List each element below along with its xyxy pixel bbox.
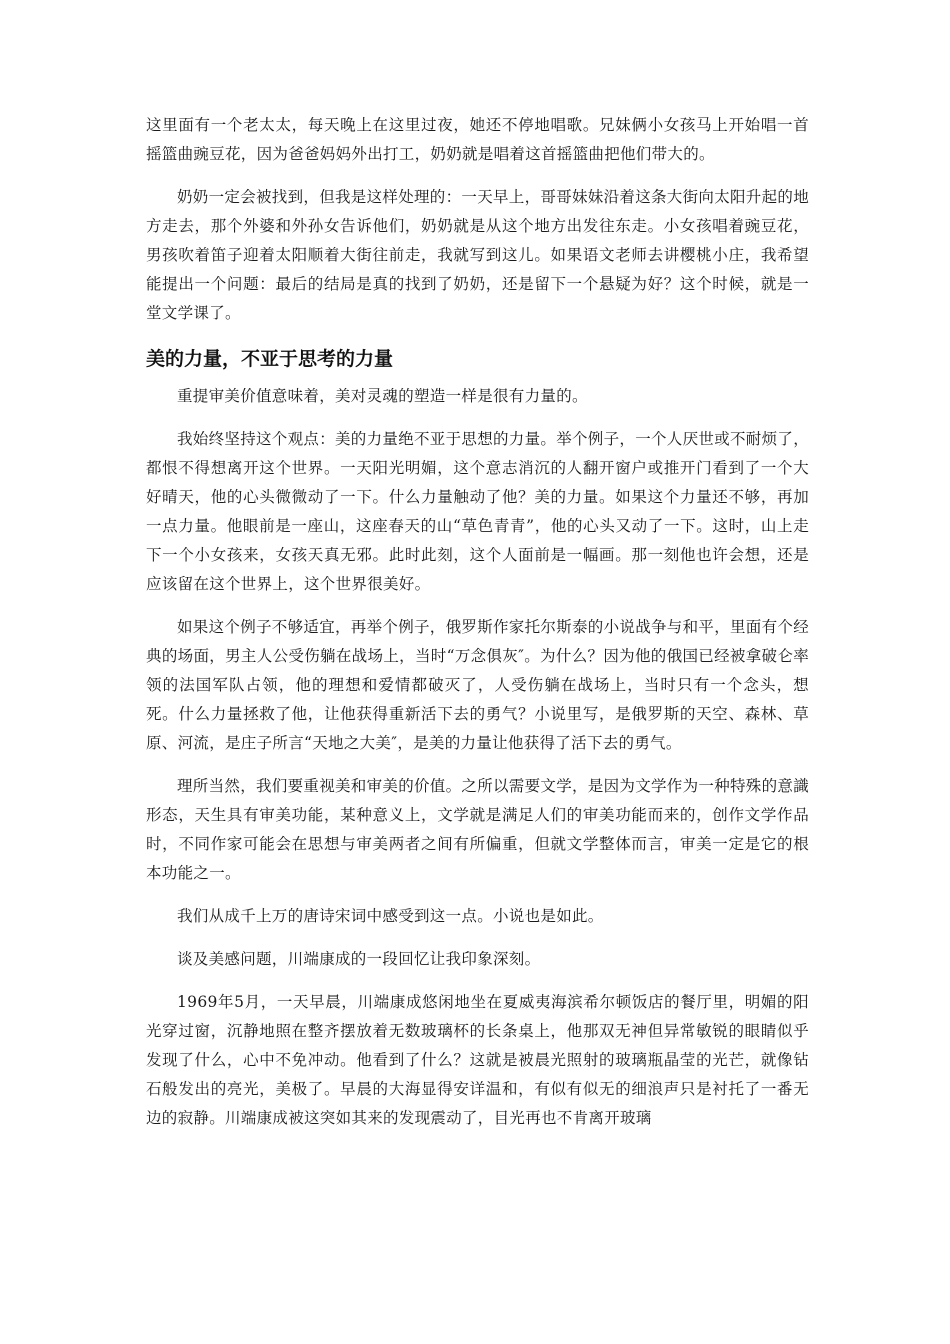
paragraph: 我始终坚持这个观点：美的力量绝不亚于思想的力量。举个例子，一个人厌世或不耐烦了，都恨不得想离开这个世界。一天阳光明媚，这个意志消沉的人翻开窗户或推开门看到了一个大好晴天，他的心头微微动了一下。什么力量触动了他？美的力量。如果这个力量还不够，再加一点力量。他眼前是一座山，这座春天的山“草色青青”，他的心头又动了一下。这时，山上走下一个小女孩来，女孩天真无邪。此时此刻，这个人面前是一幅画。那一刻他也许会想，还是应该留在这个世界上，这个世界很美好。 (146, 430, 810, 593)
paragraph: 这里面有一个老太太，每天晚上在这里过夜，她还不停地唱歌。兄妹俩小女孩马上开始唱一首摇篮曲豌豆花，因为爸爸妈妈外出打工，奶奶就是唱着这首摇篮曲把他们带大的。 (146, 116, 809, 163)
paragraph: 如果这个例子不够适宜，再举个例子，俄罗斯作家托尔斯泰的小说战争与和平，里面有个经典的场面，男主人公受伤躺在战场上，当时“万念俱灰″。为什么？因为他的俄国已经被拿破仑率领的法国军队占领，他的理想和爱情都破灭了，人受伤躺在战场上，当时只有一个念头，想死。什么力量拯救了他，让他获得重新活下去的勇气？小说里写，是俄罗斯的天空、森林、草原、河流，是庄子所言“天地之大美″，是美的力量让他获得了活下去的勇气。 (146, 618, 810, 752)
paragraph: 奶奶一定会被找到，但我是这样处理的：一天早上，哥哥妹妹沿着这条大街向太阳升起的地方走去，那个外婆和外孙女告诉他们，奶奶就是从这个地方出发往东走。小女孩唱着豌豆花，男孩吹着笛子迎着太阳顺着大街往前走，我就写到这儿。如果语文老师去讲樱桃小庄，我希望能提出一个问题：最后的结局是真的找到了奶奶，还是留下一个悬疑为好？这个时候，就是一堂文学课了。 (146, 188, 810, 322)
paragraph: 重提审美价值意味着，美对灵魂的塑造一样是很有力量的。 (177, 387, 588, 405)
paragraph: 谈及美感问题，川端康成的一段回忆让我印象深刻。 (177, 950, 541, 968)
paragraph: 1969年5月，一天早晨，川端康成悠闲地坐在夏威夷海滨希尔顿饭店的餐厅里，明媚的阳光穿过窗，沉静地照在整齐摆放着无数玻璃杯的长条桌上，他那双无神但异常敏锐的眼睛似乎发现了什么，心中不免冲动。他看到了什么？这就是被晨光照射的玻璃瓶晶莹的光芒，就像钻石般发出的亮光，美极了。早晨的大海显得安详温和，有似有似无的细浪声只是衬托了一番无边的寂静。川端康成被这突如其来的发现震动了，目光再也不肯离开玻璃 (146, 993, 809, 1127)
paragraph: 我们从成千上万的唐诗宋词中感受到这一点。小说也是如此。 (177, 907, 604, 925)
paragraph: 理所当然，我们要重视美和审美的价值。之所以需要文学，是因为文学作为一种特殊的意識形态，天生具有审美功能，某种意义上，文学就是满足人们的审美功能而来的，创作文学作品时，不同作家可能会在思想与审美两者之间有所偏重，但就文学整体而言，审美一定是它的根本功能之一。 (146, 777, 810, 882)
section-heading: 美的力量，不亚于思考的力量 (146, 348, 394, 370)
document-page (146, 111, 809, 1147)
